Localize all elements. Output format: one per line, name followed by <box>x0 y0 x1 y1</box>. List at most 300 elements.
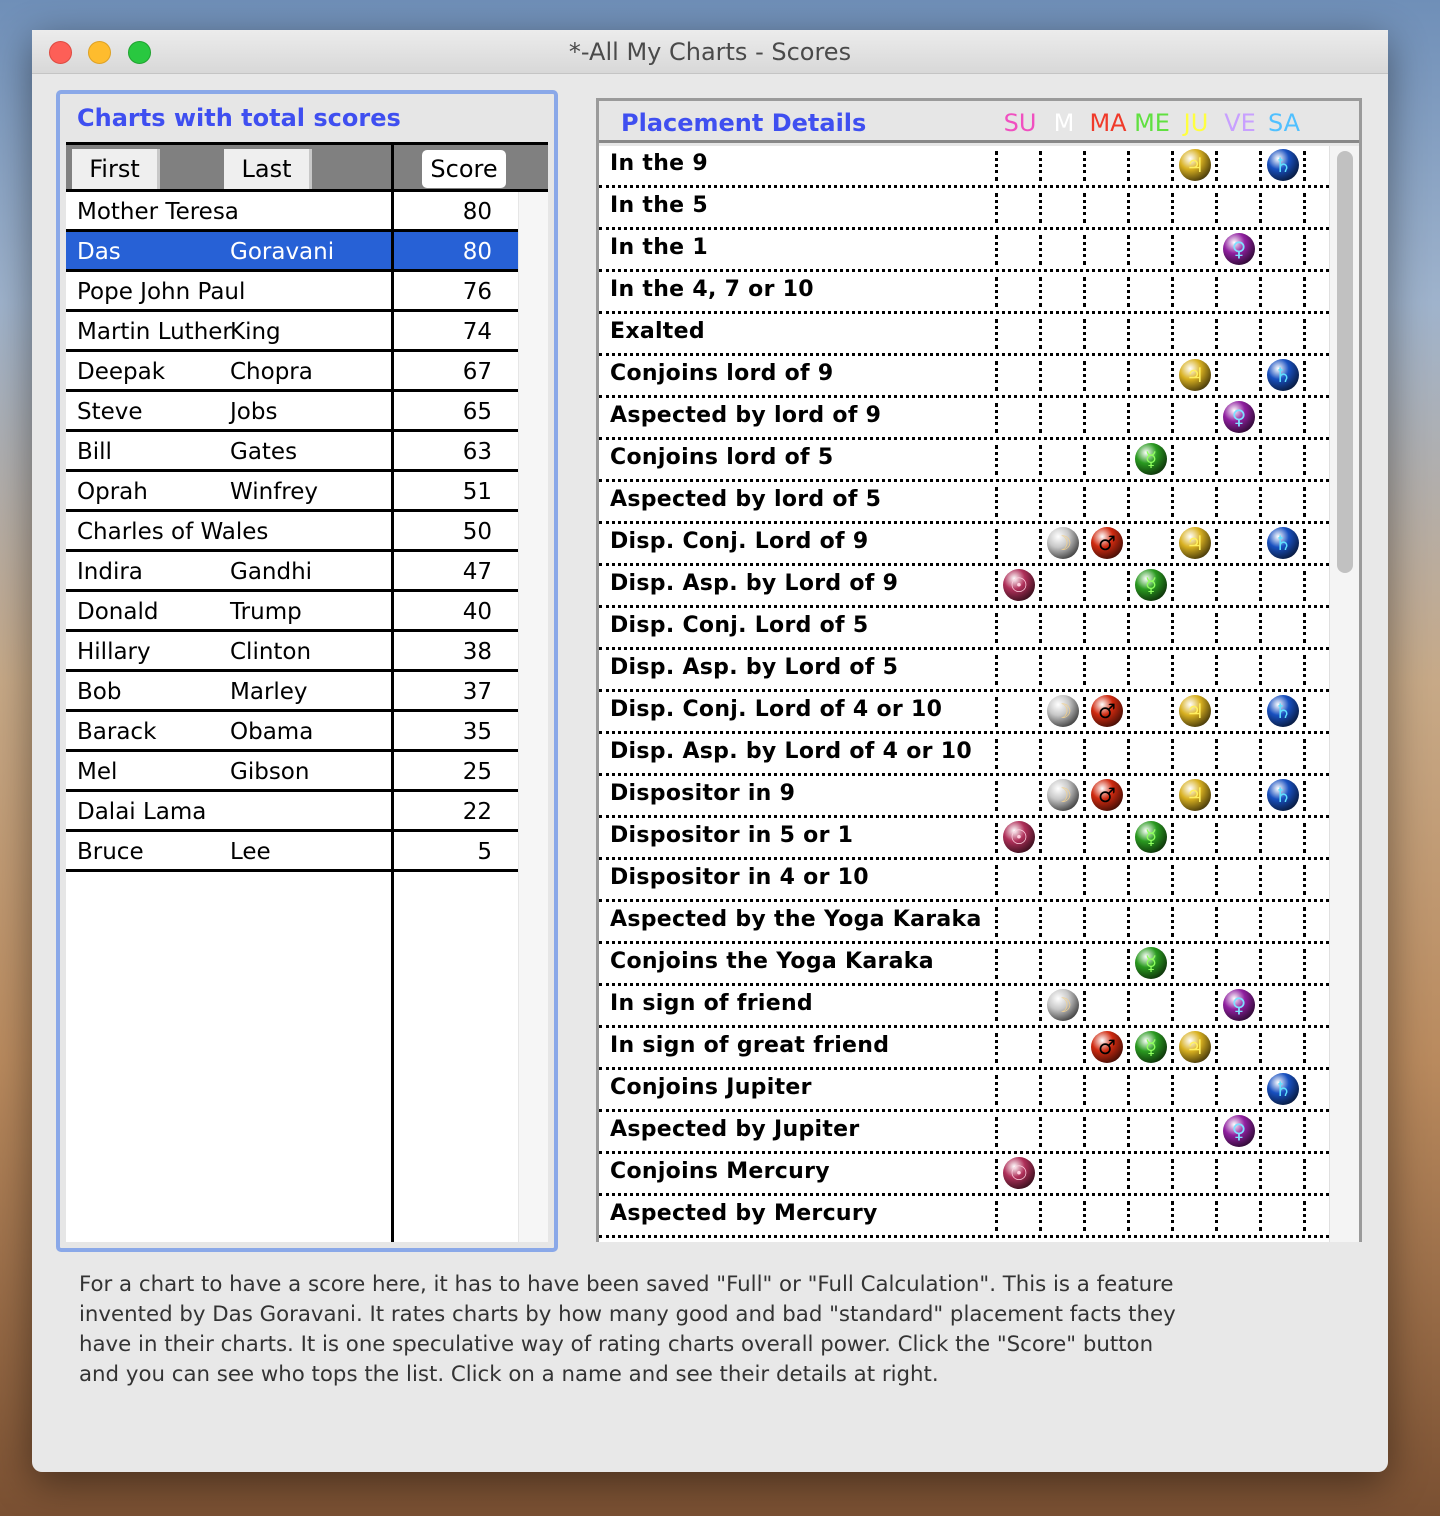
jupiter-icon: ♃ <box>1179 149 1211 181</box>
cell-ju <box>1171 1159 1215 1189</box>
cell-su <box>995 907 1039 937</box>
cell-me <box>1127 277 1171 307</box>
title-bar <box>32 30 1388 74</box>
placement-label: Aspected by lord of 5 <box>610 487 882 512</box>
cell-sa <box>1259 613 1303 643</box>
chart-row[interactable] <box>66 392 518 432</box>
cell-ve <box>1215 529 1259 559</box>
cell-ju <box>1171 1117 1215 1147</box>
cell-su <box>995 1117 1039 1147</box>
cell-ma <box>1083 697 1127 727</box>
cell-ju <box>1171 235 1215 265</box>
jupiter-icon: ♃ <box>1179 695 1211 727</box>
placement-row <box>599 1154 1329 1196</box>
venus-icon: ♀ <box>1223 401 1255 433</box>
chart-row[interactable] <box>66 312 518 352</box>
window-title: *-All My Charts - Scores <box>568 38 852 66</box>
cell-sa <box>1259 1159 1303 1189</box>
venus-icon: ♀ <box>1223 989 1255 1021</box>
cell-sa <box>1259 865 1303 895</box>
score-value: 22 <box>462 799 492 825</box>
cell-ju <box>1171 193 1215 223</box>
cell-ve <box>1215 613 1259 643</box>
chart-row[interactable] <box>66 552 518 592</box>
planet-header-sa: SA <box>1267 109 1301 137</box>
placement-label: Conjoins the Yoga Karaka <box>610 949 934 974</box>
score-value: 74 <box>462 319 492 345</box>
placement-label: Dispositor in 9 <box>610 781 796 806</box>
cell-sa <box>1259 949 1303 979</box>
placement-label: In sign of friend <box>610 991 813 1016</box>
cell-sa <box>1259 235 1303 265</box>
placement-row <box>599 650 1329 692</box>
saturn-icon: ♄ <box>1267 1073 1299 1105</box>
placement-label: In sign of great friend <box>610 1033 890 1058</box>
cell-ma <box>1083 739 1127 769</box>
cell-ju <box>1171 949 1215 979</box>
cell-me <box>1127 151 1171 181</box>
cell-m <box>1039 865 1083 895</box>
chart-row[interactable] <box>66 792 518 832</box>
last-name: Obama <box>230 719 314 745</box>
cell-sa <box>1259 1201 1303 1231</box>
cell-ju <box>1171 277 1215 307</box>
last-name: Gates <box>230 439 298 465</box>
cell-ma <box>1083 151 1127 181</box>
cell-ma <box>1083 487 1127 517</box>
mercury-icon: ☿ <box>1135 1031 1167 1063</box>
score-value: 80 <box>462 199 492 225</box>
cell-su <box>995 1033 1039 1063</box>
placement-row <box>599 734 1329 776</box>
last-name: Trump <box>230 599 302 625</box>
sun-icon: ☉ <box>1003 821 1035 853</box>
charts-panel-title: Charts with total scores <box>77 104 401 132</box>
cell-ve <box>1215 907 1259 937</box>
cell-sa <box>1259 445 1303 475</box>
placement-row <box>599 902 1329 944</box>
placement-label: Conjoins lord of 5 <box>610 445 834 470</box>
placement-row <box>599 398 1329 440</box>
cell-me <box>1127 445 1171 475</box>
cell-ju <box>1171 319 1215 349</box>
cell-m <box>1039 235 1083 265</box>
placement-row <box>599 860 1329 902</box>
saturn-icon: ♄ <box>1267 779 1299 811</box>
cell-ma <box>1083 319 1127 349</box>
cell-su <box>995 319 1039 349</box>
score-value: 5 <box>477 839 492 865</box>
chart-row[interactable] <box>66 632 518 672</box>
cell-su <box>995 991 1039 1021</box>
score-value: 80 <box>462 239 492 265</box>
cell-ju <box>1171 655 1215 685</box>
cell-sa <box>1259 487 1303 517</box>
chart-row[interactable] <box>66 272 518 312</box>
chart-row[interactable] <box>66 352 518 392</box>
first-name: Steve <box>77 399 143 425</box>
cell-m <box>1039 1159 1083 1189</box>
placement-label: In the 1 <box>610 235 708 260</box>
cell-ma <box>1083 991 1127 1021</box>
mercury-icon: ☿ <box>1135 569 1167 601</box>
planet-header-ma: MA <box>1089 109 1127 137</box>
cell-sa <box>1259 193 1303 223</box>
sun-icon: ☉ <box>1003 569 1035 601</box>
score-value: 63 <box>462 439 492 465</box>
cell-su <box>995 697 1039 727</box>
cell-me <box>1127 193 1171 223</box>
score-value: 67 <box>462 359 492 385</box>
last-name: Winfrey <box>230 479 319 505</box>
placement-label: Disp. Conj. Lord of 5 <box>610 613 869 638</box>
cell-sa <box>1259 1075 1303 1105</box>
cell-m <box>1039 655 1083 685</box>
cell-me <box>1127 697 1171 727</box>
cell-ve <box>1215 1159 1259 1189</box>
cell-sa <box>1259 529 1303 559</box>
cell-ve <box>1215 235 1259 265</box>
cell-sa <box>1259 1033 1303 1063</box>
cell-ma <box>1083 1159 1127 1189</box>
cell-ma <box>1083 949 1127 979</box>
chart-row[interactable] <box>66 752 518 792</box>
first-name: Oprah <box>77 479 148 505</box>
saturn-icon: ♄ <box>1267 359 1299 391</box>
cell-m <box>1039 991 1083 1021</box>
details-scrollbar[interactable] <box>1329 146 1359 1242</box>
placement-label: Aspected by Jupiter <box>610 1117 860 1142</box>
placement-label: Dispositor in 4 or 10 <box>610 865 869 890</box>
planet-header-su: SU <box>1003 109 1037 137</box>
saturn-icon: ♄ <box>1267 527 1299 559</box>
cell-sa <box>1259 319 1303 349</box>
placement-details-panel <box>596 98 1362 1242</box>
cell-me <box>1127 235 1171 265</box>
cell-ve <box>1215 151 1259 181</box>
column-divider <box>391 142 394 1242</box>
cell-ju <box>1171 151 1215 181</box>
cell-sa <box>1259 655 1303 685</box>
placement-label: Disp. Conj. Lord of 4 or 10 <box>610 697 943 722</box>
cell-sa <box>1259 823 1303 853</box>
cell-ma <box>1083 529 1127 559</box>
cell-ju <box>1171 361 1215 391</box>
cell-m <box>1039 529 1083 559</box>
cell-su <box>995 151 1039 181</box>
cell-me <box>1127 361 1171 391</box>
cell-ju <box>1171 739 1215 769</box>
cell-sa <box>1259 907 1303 937</box>
last-name: Gibson <box>230 759 310 785</box>
cell-m <box>1039 445 1083 475</box>
planet-header-ju: JU <box>1183 109 1209 137</box>
chart-row[interactable] <box>66 192 518 232</box>
cell-ju <box>1171 403 1215 433</box>
placement-row <box>599 692 1329 734</box>
sun-icon: ☉ <box>1003 1157 1035 1189</box>
last-name: Gandhi <box>230 559 313 585</box>
cell-su <box>995 1159 1039 1189</box>
cell-m <box>1039 697 1083 727</box>
cell-me <box>1127 487 1171 517</box>
first-name: Deepak <box>77 359 166 385</box>
cell-ve <box>1215 1201 1259 1231</box>
first-name: Bill <box>77 439 112 465</box>
description-text <box>79 1270 1176 1390</box>
jupiter-icon: ♃ <box>1179 1031 1211 1063</box>
cell-me <box>1127 991 1171 1021</box>
saturn-icon: ♄ <box>1267 149 1299 181</box>
planet-header-m: M <box>1053 109 1075 137</box>
cell-su <box>995 277 1039 307</box>
cell-su <box>995 1075 1039 1105</box>
first-name: Dalai Lama <box>77 799 207 825</box>
cell-sa <box>1259 571 1303 601</box>
first-name: Hillary <box>77 639 151 665</box>
cell-ma <box>1083 613 1127 643</box>
cell-ve <box>1215 361 1259 391</box>
cell-ve <box>1215 991 1259 1021</box>
chart-row[interactable] <box>66 672 518 712</box>
cell-m <box>1039 571 1083 601</box>
table-header <box>66 142 548 192</box>
sort-last-button[interactable]: Last <box>224 149 312 189</box>
venus-icon: ♀ <box>1223 1115 1255 1147</box>
placement-label: Conjoins lord of 9 <box>610 361 834 386</box>
cell-ve <box>1215 697 1259 727</box>
cell-su <box>995 487 1039 517</box>
mercury-icon: ☿ <box>1135 947 1167 979</box>
cell-su <box>995 823 1039 853</box>
cell-ve <box>1215 949 1259 979</box>
last-name: King <box>230 319 281 345</box>
cell-m <box>1039 823 1083 853</box>
details-header <box>599 101 1359 143</box>
placement-label: Exalted <box>610 319 705 344</box>
cell-ve <box>1215 739 1259 769</box>
description-line: For a chart to have a score here, it has to have been saved "Full" or "Full Calculation". This is a feature <box>79 1272 1174 1297</box>
placement-label: Disp. Asp. by Lord of 5 <box>610 655 899 680</box>
placement-row <box>599 188 1329 230</box>
cell-su <box>995 739 1039 769</box>
charts-panel <box>56 90 558 1252</box>
cell-m <box>1039 487 1083 517</box>
mercury-icon: ☿ <box>1135 821 1167 853</box>
cell-ve <box>1215 487 1259 517</box>
charts-scrollbar[interactable] <box>518 192 548 1242</box>
cell-ma <box>1083 361 1127 391</box>
cell-su <box>995 235 1039 265</box>
chart-row[interactable] <box>66 592 518 632</box>
cell-ve <box>1215 571 1259 601</box>
placement-row <box>599 272 1329 314</box>
details-title: Placement Details <box>621 109 867 137</box>
placement-row <box>599 566 1329 608</box>
cell-m <box>1039 151 1083 181</box>
placement-label: In the 4, 7 or 10 <box>610 277 814 302</box>
cell-ma <box>1083 1075 1127 1105</box>
placement-row <box>599 146 1329 188</box>
description-line: have in their charts. It is one speculative way of rating charts overall power. Click the "Score" button <box>79 1332 1154 1357</box>
placement-row <box>599 776 1329 818</box>
chart-row[interactable] <box>66 712 518 752</box>
cell-m <box>1039 739 1083 769</box>
placement-row <box>599 1196 1329 1238</box>
cell-ma <box>1083 1117 1127 1147</box>
cell-sa <box>1259 739 1303 769</box>
mars-icon: ♂ <box>1091 527 1123 559</box>
last-name: Marley <box>230 679 308 705</box>
cell-sa <box>1259 1117 1303 1147</box>
cell-ma <box>1083 907 1127 937</box>
placement-label: In the 5 <box>610 193 708 218</box>
chart-row[interactable] <box>66 832 518 872</box>
cell-ju <box>1171 991 1215 1021</box>
cell-sa <box>1259 151 1303 181</box>
last-name: Chopra <box>230 359 313 385</box>
cell-sa <box>1259 403 1303 433</box>
cell-ju <box>1171 823 1215 853</box>
chart-row[interactable] <box>66 512 518 552</box>
cell-ve <box>1215 403 1259 433</box>
cell-ju <box>1171 1075 1215 1105</box>
jupiter-icon: ♃ <box>1179 359 1211 391</box>
cell-m <box>1039 1075 1083 1105</box>
score-value: 37 <box>462 679 492 705</box>
cell-sa <box>1259 991 1303 1021</box>
cell-me <box>1127 823 1171 853</box>
cell-m <box>1039 949 1083 979</box>
moon-icon: ☽ <box>1047 989 1079 1021</box>
chart-row[interactable] <box>66 232 518 272</box>
placement-label: Aspected by Mercury <box>610 1201 878 1226</box>
placement-row <box>599 1028 1329 1070</box>
cell-su <box>995 403 1039 433</box>
placement-label: Aspected by lord of 9 <box>610 403 882 428</box>
cell-m <box>1039 319 1083 349</box>
cell-ju <box>1171 529 1215 559</box>
cell-ju <box>1171 487 1215 517</box>
mercury-icon: ☿ <box>1135 443 1167 475</box>
placement-label: Conjoins Mercury <box>610 1159 830 1184</box>
cell-ma <box>1083 403 1127 433</box>
cell-me <box>1127 319 1171 349</box>
cell-me <box>1127 1201 1171 1231</box>
first-name: Barack <box>77 719 157 745</box>
sort-first-button[interactable]: First <box>72 149 160 189</box>
cell-ma <box>1083 865 1127 895</box>
cell-su <box>995 529 1039 559</box>
cell-ma <box>1083 571 1127 601</box>
last-name: Goravani <box>230 239 335 265</box>
cell-su <box>995 361 1039 391</box>
cell-ju <box>1171 865 1215 895</box>
moon-icon: ☽ <box>1047 779 1079 811</box>
cell-ve <box>1215 1033 1259 1063</box>
cell-m <box>1039 1117 1083 1147</box>
score-value: 76 <box>462 279 492 305</box>
cell-ju <box>1171 907 1215 937</box>
cell-ju <box>1171 445 1215 475</box>
moon-icon: ☽ <box>1047 527 1079 559</box>
score-value: 51 <box>462 479 492 505</box>
details-list <box>599 146 1329 1242</box>
cell-su <box>995 1201 1039 1231</box>
first-name: Das <box>77 239 121 265</box>
cell-m <box>1039 907 1083 937</box>
placement-label: Conjoins Jupiter <box>610 1075 812 1100</box>
cell-m <box>1039 613 1083 643</box>
chart-row[interactable] <box>66 472 518 512</box>
placement-row <box>599 356 1329 398</box>
window <box>32 30 1388 1472</box>
saturn-icon: ♄ <box>1267 695 1299 727</box>
placement-label: Disp. Conj. Lord of 9 <box>610 529 869 554</box>
cell-sa <box>1259 277 1303 307</box>
cell-ma <box>1083 1033 1127 1063</box>
cell-me <box>1127 655 1171 685</box>
cell-ju <box>1171 1033 1215 1063</box>
score-value: 47 <box>462 559 492 585</box>
placement-row <box>599 944 1329 986</box>
last-name: Lee <box>230 839 271 865</box>
placement-row <box>599 524 1329 566</box>
cell-ma <box>1083 655 1127 685</box>
cell-su <box>995 865 1039 895</box>
venus-icon: ♀ <box>1223 233 1255 265</box>
cell-m <box>1039 1201 1083 1231</box>
cell-ve <box>1215 319 1259 349</box>
cell-ve <box>1215 823 1259 853</box>
cell-m <box>1039 1033 1083 1063</box>
charts-list <box>66 192 518 1242</box>
cell-me <box>1127 529 1171 559</box>
cell-ve <box>1215 781 1259 811</box>
first-name: Indira <box>77 559 143 585</box>
cell-me <box>1127 739 1171 769</box>
placement-row <box>599 230 1329 272</box>
first-name: Bob <box>77 679 122 705</box>
planet-header-ve: VE <box>1224 109 1256 137</box>
chart-row[interactable] <box>66 432 518 472</box>
scroll-thumb[interactable] <box>1337 151 1353 573</box>
cell-sa <box>1259 361 1303 391</box>
placement-row <box>599 818 1329 860</box>
cell-ma <box>1083 823 1127 853</box>
sort-score-button[interactable]: Score <box>422 150 506 188</box>
placement-label: Disp. Asp. by Lord of 4 or 10 <box>610 739 972 764</box>
first-name: Bruce <box>77 839 144 865</box>
jupiter-icon: ♃ <box>1179 527 1211 559</box>
cell-me <box>1127 865 1171 895</box>
cell-me <box>1127 907 1171 937</box>
mars-icon: ♂ <box>1091 779 1123 811</box>
cell-su <box>995 781 1039 811</box>
cell-ju <box>1171 1201 1215 1231</box>
cell-me <box>1127 613 1171 643</box>
cell-ju <box>1171 697 1215 727</box>
cell-su <box>995 655 1039 685</box>
first-name: Martin Luther <box>77 319 232 345</box>
cell-sa <box>1259 697 1303 727</box>
placement-row <box>599 986 1329 1028</box>
first-name: Charles of Wales <box>77 519 269 545</box>
description-line: and you can see who tops the list. Click on a name and see their details at right. <box>79 1362 939 1387</box>
placement-row <box>599 314 1329 356</box>
placement-row <box>599 440 1329 482</box>
score-value: 38 <box>462 639 492 665</box>
